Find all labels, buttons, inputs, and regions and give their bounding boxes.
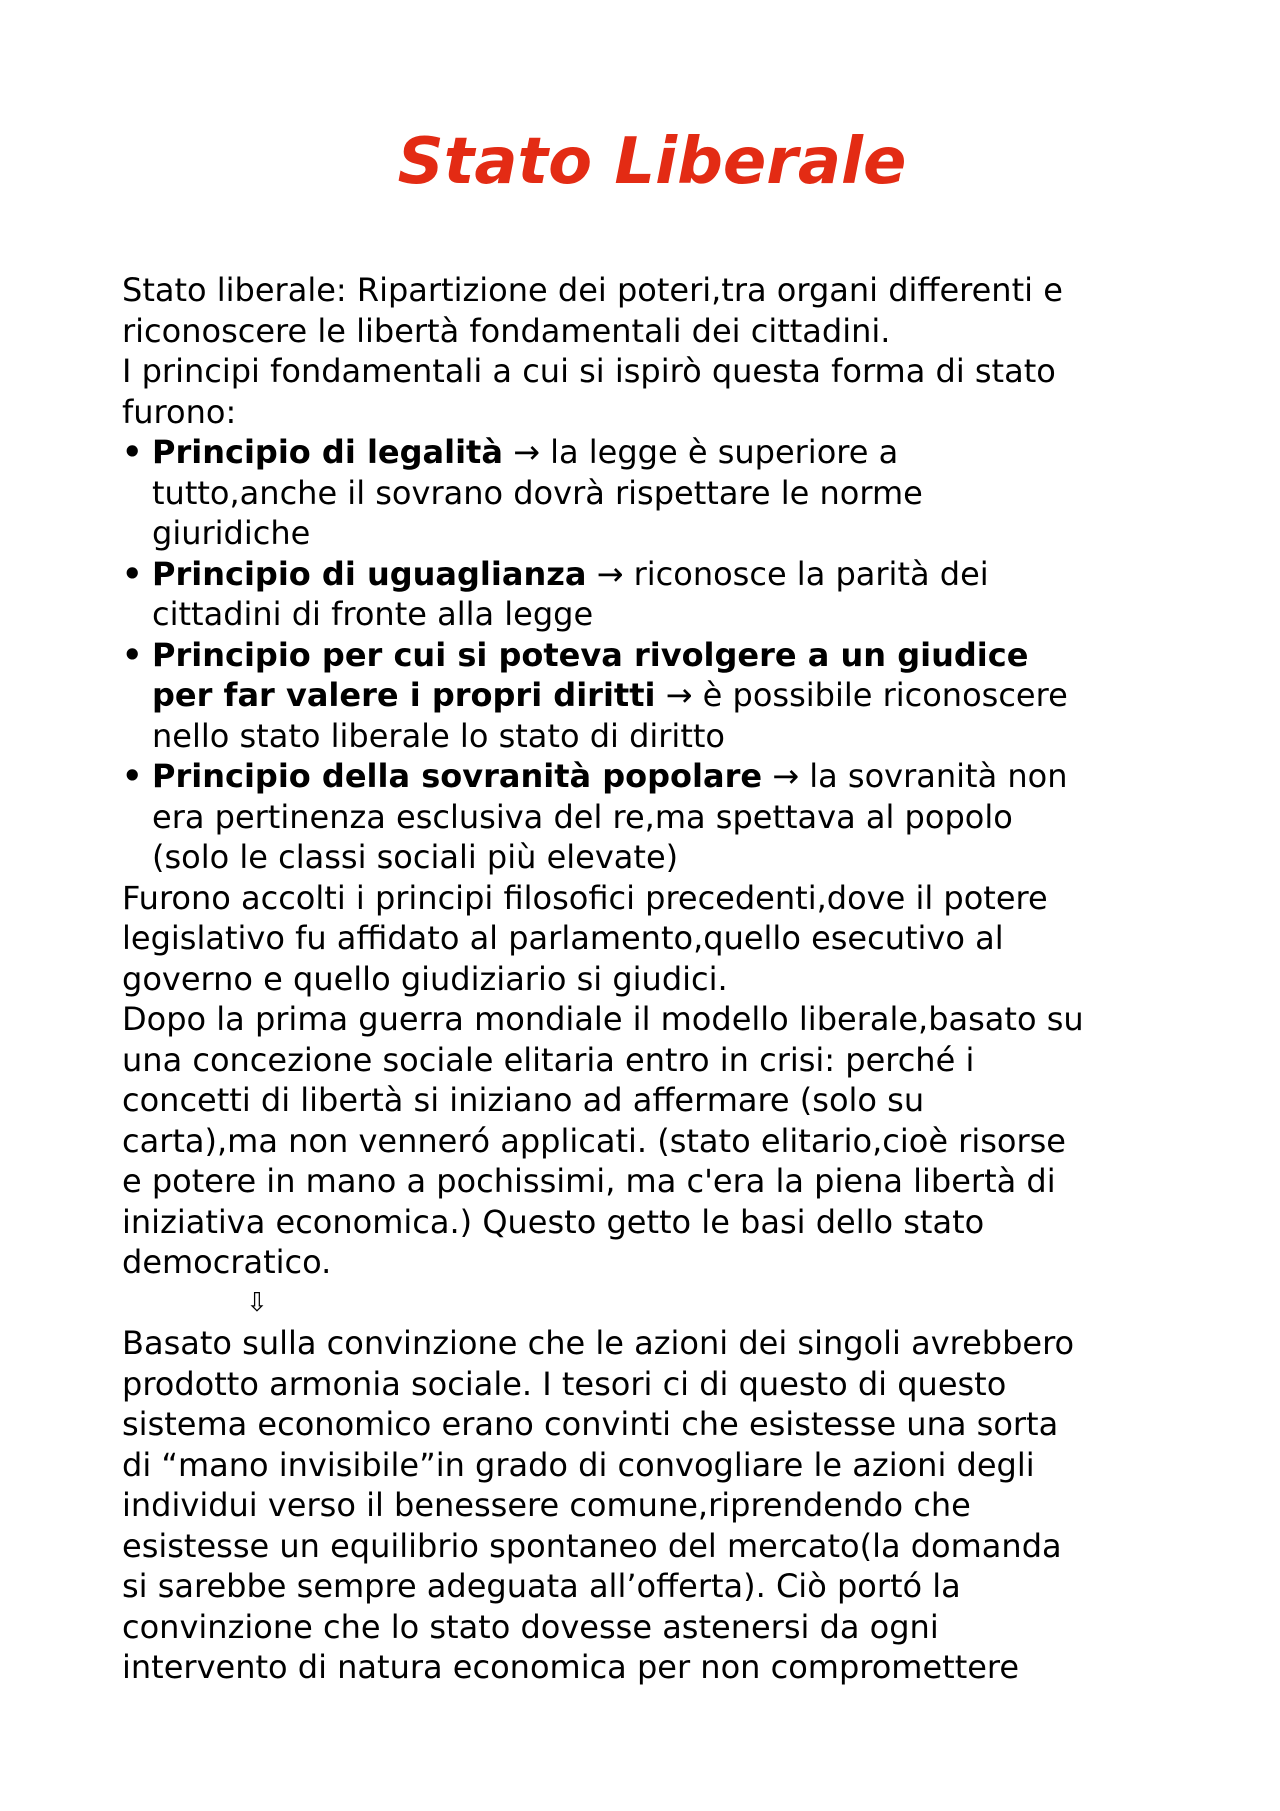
powers-line: governo e quello giudiziario si giudici. [122,959,728,998]
principles-list [122,432,1182,878]
principle-name: Principio di legalità [152,433,503,471]
postwar-line: una concezione sociale elitaria entro in crisi: perché i [122,1040,975,1079]
economy-line: sistema economico erano convinti che esistesse una sorta [122,1405,1059,1443]
principle-line: tutto,anche il sovrano dovrà rispettare le norme [152,473,923,512]
principle-line [152,675,1182,716]
economy-line: Basato sulla convinzione che le azioni dei singoli avrebbero [122,1324,1075,1362]
principle-name: • Principio per cui si poteva rivolgere a un giudice [152,635,1029,674]
economy-line: intervento di natura economica per non compromettere [122,1648,1020,1686]
principle-description: → riconosce la parità dei [586,554,989,593]
principle-line [152,432,1182,473]
document-page [122,118,1182,1686]
economy-line: si sarebbe sempre adeguata all’offerta). Ciò portó la [122,1567,961,1605]
principle-name: Principio di uguaglianza [152,554,587,593]
postwar-line: concetti di libertà si iniziano ad affermare (solo su [122,1081,925,1119]
principle-line: nello stato liberale lo stato di diritto [152,716,725,755]
principle-description: → la legge è superiore a [502,433,899,471]
principle-item-sovereignty [122,756,1182,878]
principle-item-legality [122,432,1182,554]
intro-line: furono: [122,392,237,431]
postwar-line: iniziativa economica.) Questo getto le basi dello stato [122,1202,985,1241]
document-body [122,270,1182,1688]
principle-description: → è possibile riconoscere [655,676,1068,714]
economy-line: di “mano invisibile”in grado di convogliare le azioni degli [122,1445,1035,1484]
principle-line: era pertinenza esclusiva del re,ma spettava al popolo [152,797,1013,836]
principle-description: → la sovranità non [762,757,1068,795]
intro-line: I principi fondamentali a cui si ispirò questa forma di stato [122,352,1056,390]
economy-line: prodotto armonia sociale. I tesori ci di questo di questo [122,1364,1007,1403]
principle-name: Principio della sovranità popolare [152,757,763,795]
powers-line: legislativo fu affidato al parlamento,quello esecutivo al [122,919,1004,957]
principle-line: (solo le classi sociali più elevate) [152,838,679,876]
economy-line: esistesse un equilibrio spontaneo del mercato(la domanda [122,1526,1062,1565]
powers-line: Furono accolti i principi filosofici precedenti,dove il potere [122,878,1048,917]
principle-line: giuridiche [152,514,311,552]
principle-line [152,554,1182,595]
intro-line: riconoscere le libertà fondamentali dei cittadini. [122,311,891,350]
principle-item-judge [122,635,1182,757]
principle-line [152,756,1182,797]
principle-name: per far valere i propri diritti [152,676,656,714]
page-title: Stato Liberale [397,125,907,199]
intro-line: Stato liberale: Ripartizione dei poteri,tra organi differenti e [122,271,1063,309]
postwar-line: e potere in mano a pochissimi, ma c'era la piena libertà di [122,1162,1056,1200]
postwar-line: Dopo la prima guerra mondiale il modello liberale,basato su [122,1000,1084,1038]
economy-line: convinzione che lo stato dovesse astenersi da ogni [122,1607,939,1646]
economy-line: individui verso il benessere comune,riprendendo che [122,1486,971,1524]
postwar-line: carta),ma non vennerό applicati. (stato elitario,cioè risorse [122,1121,1066,1160]
principle-item-equality [122,554,1182,635]
postwar-line: democratico. [122,1243,332,1281]
arrow-down-icon: ⇩ [246,1287,268,1318]
principle-line: cittadini di fronte alla legge [152,595,594,633]
